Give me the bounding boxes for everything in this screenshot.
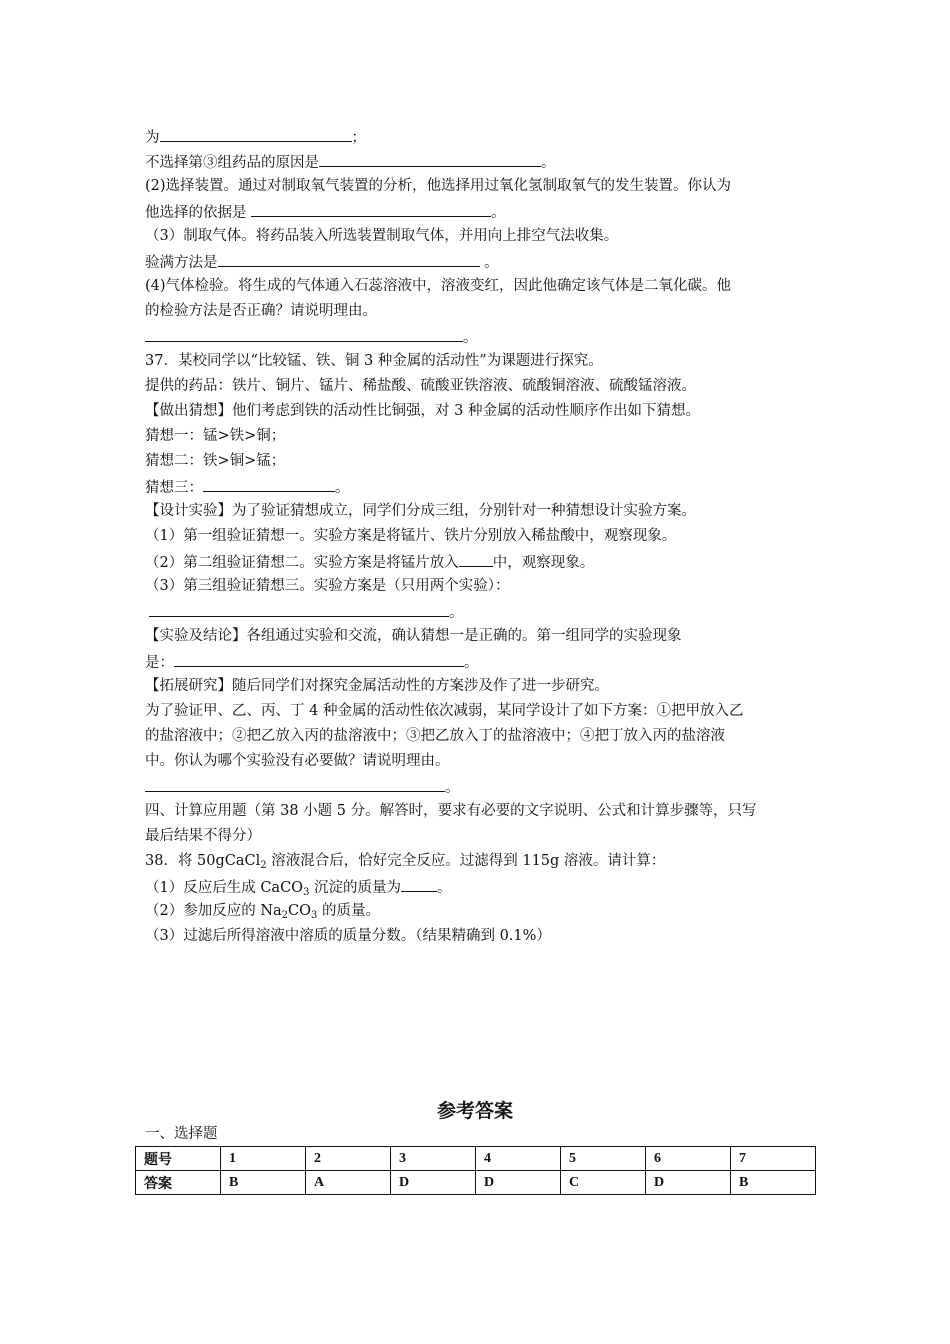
- q37-extension-answer: 。: [145, 776, 460, 796]
- answer-blank[interactable]: [145, 776, 445, 792]
- q37-design: 【设计实验】为了验证猜想成立，同学们分成三组，分别针对一种猜想设计实验方案。: [145, 503, 696, 519]
- q38-part-1: （1）反应后生成 CaCO$_3$ 沉淀的质量为 。: [145, 876, 452, 896]
- q37-design-2: （2）第二组验证猜想二。实验方案是将锰片放入 中，观察现象。: [145, 551, 594, 571]
- answer-value: D: [646, 1171, 731, 1195]
- answers-section-heading: 一、选择题: [145, 1126, 218, 1142]
- q38-stem: 38．将 50gCaCl$_2$ 溶液混合后，恰好完全反应。过滤得到 115g 溶液。请计算：: [145, 853, 666, 871]
- q37-drugs: 提供的药品：铁片、铜片、锰片、稀盐酸、硫酸亚铁溶液、硫酸铜溶液、硫酸锰溶液。: [145, 378, 696, 394]
- answer-value: A: [306, 1171, 391, 1195]
- section-4-heading: 四、计算应用题（第 38 小题 5 分。解答时，要求有必要的文字说明、公式和计算步骤等，只写: [145, 803, 757, 819]
- answer-label: 答案: [136, 1171, 221, 1195]
- q36-line-9: 。: [145, 326, 478, 346]
- answer-table: [135, 1146, 816, 1195]
- answer-blank[interactable]: [251, 201, 491, 217]
- q36-line-5: （3）制取气体。将药品装入所选装置制取气体，并用向上排空气法收集。: [145, 228, 619, 244]
- answer-value: C: [561, 1171, 646, 1195]
- q36-line-2: 不选择第③组药品的原因是 。: [145, 151, 556, 171]
- q36-line-8: 的检验方法是否正确？请说明理由。: [145, 303, 377, 319]
- question-number: 1: [221, 1147, 306, 1171]
- header-label: 题号: [136, 1147, 221, 1171]
- q37-stem: 37．某校同学以“比较锰、铁、铜 3 种金属的活动性”为课题进行探究。: [145, 353, 603, 369]
- question-number: 2: [306, 1147, 391, 1171]
- q37-conclusion-answer: 是： 。: [145, 651, 479, 671]
- answer-value: B: [221, 1171, 306, 1195]
- answer-blank[interactable]: [218, 251, 480, 267]
- question-number: 3: [391, 1147, 476, 1171]
- question-number: 4: [476, 1147, 561, 1171]
- q38-part-2: （2）参加反应的 $Na_2CO_3$ 的质量。: [145, 903, 381, 921]
- answer-table-header-row: [136, 1147, 816, 1171]
- q37-extension-4: 中。你认为哪个实验没有必要做？请说明理由。: [145, 753, 450, 769]
- q36-line-1: 为 ；: [145, 126, 366, 146]
- q36-line-6: 验满方法是 。: [145, 251, 499, 271]
- answer-blank[interactable]: [145, 326, 463, 342]
- answer-table-answer-row: [136, 1171, 816, 1195]
- answer-value: B: [731, 1171, 816, 1195]
- section-4-heading-2: 最后结果不得分）: [145, 828, 261, 844]
- q37-design-3: （3）第三组验证猜想三。实验方案是（只用两个实验）：: [145, 578, 510, 594]
- answer-blank[interactable]: [174, 651, 464, 667]
- question-number: 6: [646, 1147, 731, 1171]
- q37-conclusion: 【实验及结论】各组通过实验和交流，确认猜想一是正确的。第一组同学的实验现象: [145, 628, 682, 644]
- q37-guess-3: 猜想三： 。: [145, 476, 350, 496]
- answer-blank[interactable]: [319, 151, 541, 167]
- answer-blank[interactable]: [203, 476, 335, 492]
- question-number: 5: [561, 1147, 646, 1171]
- q37-hypothesis: 【做出猜想】他们考虑到铁的活动性比铜强，对 3 种金属的活动性顺序作出如下猜想。: [145, 403, 700, 419]
- answer-blank[interactable]: [149, 601, 449, 617]
- q37-design-1: （1）第一组验证猜想一。实验方案是将锰片、铁片分别放入稀盐酸中，观察现象。: [145, 528, 677, 544]
- answer-blank[interactable]: [401, 876, 437, 892]
- q37-extension-2: 为了验证甲、乙、丙、丁 4 种金属的活动性依次减弱，某同学设计了如下方案：①把甲放入乙: [145, 703, 744, 719]
- question-number: 7: [731, 1147, 816, 1171]
- q37-extension-3: 的盐溶液中；②把乙放入丙的盐溶液中；③把乙放入丁的盐溶液中；④把丁放入丙的盐溶液: [145, 728, 725, 744]
- answer-blank[interactable]: [459, 551, 493, 567]
- q37-guess-2: 猜想二：铁>铜>锰；: [145, 453, 286, 469]
- answer-value: D: [391, 1171, 476, 1195]
- q37-guess-1: 猜想一：锰>铁>铜；: [145, 428, 286, 444]
- q36-line-4: 他选择的依据是 。: [145, 201, 506, 221]
- answer-value: D: [476, 1171, 561, 1195]
- answer-blank[interactable]: [160, 126, 352, 142]
- q36-line-3: (2)选择装置。通过对制取氧气装置的分析，他选择用过氧化氢制取氧气的发生装置。你认为: [145, 178, 732, 194]
- q38-part-3: （3）过滤后所得溶液中溶质的质量分数。（结果精确到 0.1%）: [145, 928, 551, 944]
- q36-line-7: (4)气体检验。将生成的气体通入石蕊溶液中，溶液变红，因此他确定该气体是二氧化碳。他: [145, 278, 732, 294]
- q37-design-3-answer: 。: [145, 601, 464, 621]
- answers-title: 参考答案: [436, 1100, 513, 1122]
- q37-extension: 【拓展研究】随后同学们对探究金属活动性的方案涉及作了进一步研究。: [145, 678, 609, 694]
